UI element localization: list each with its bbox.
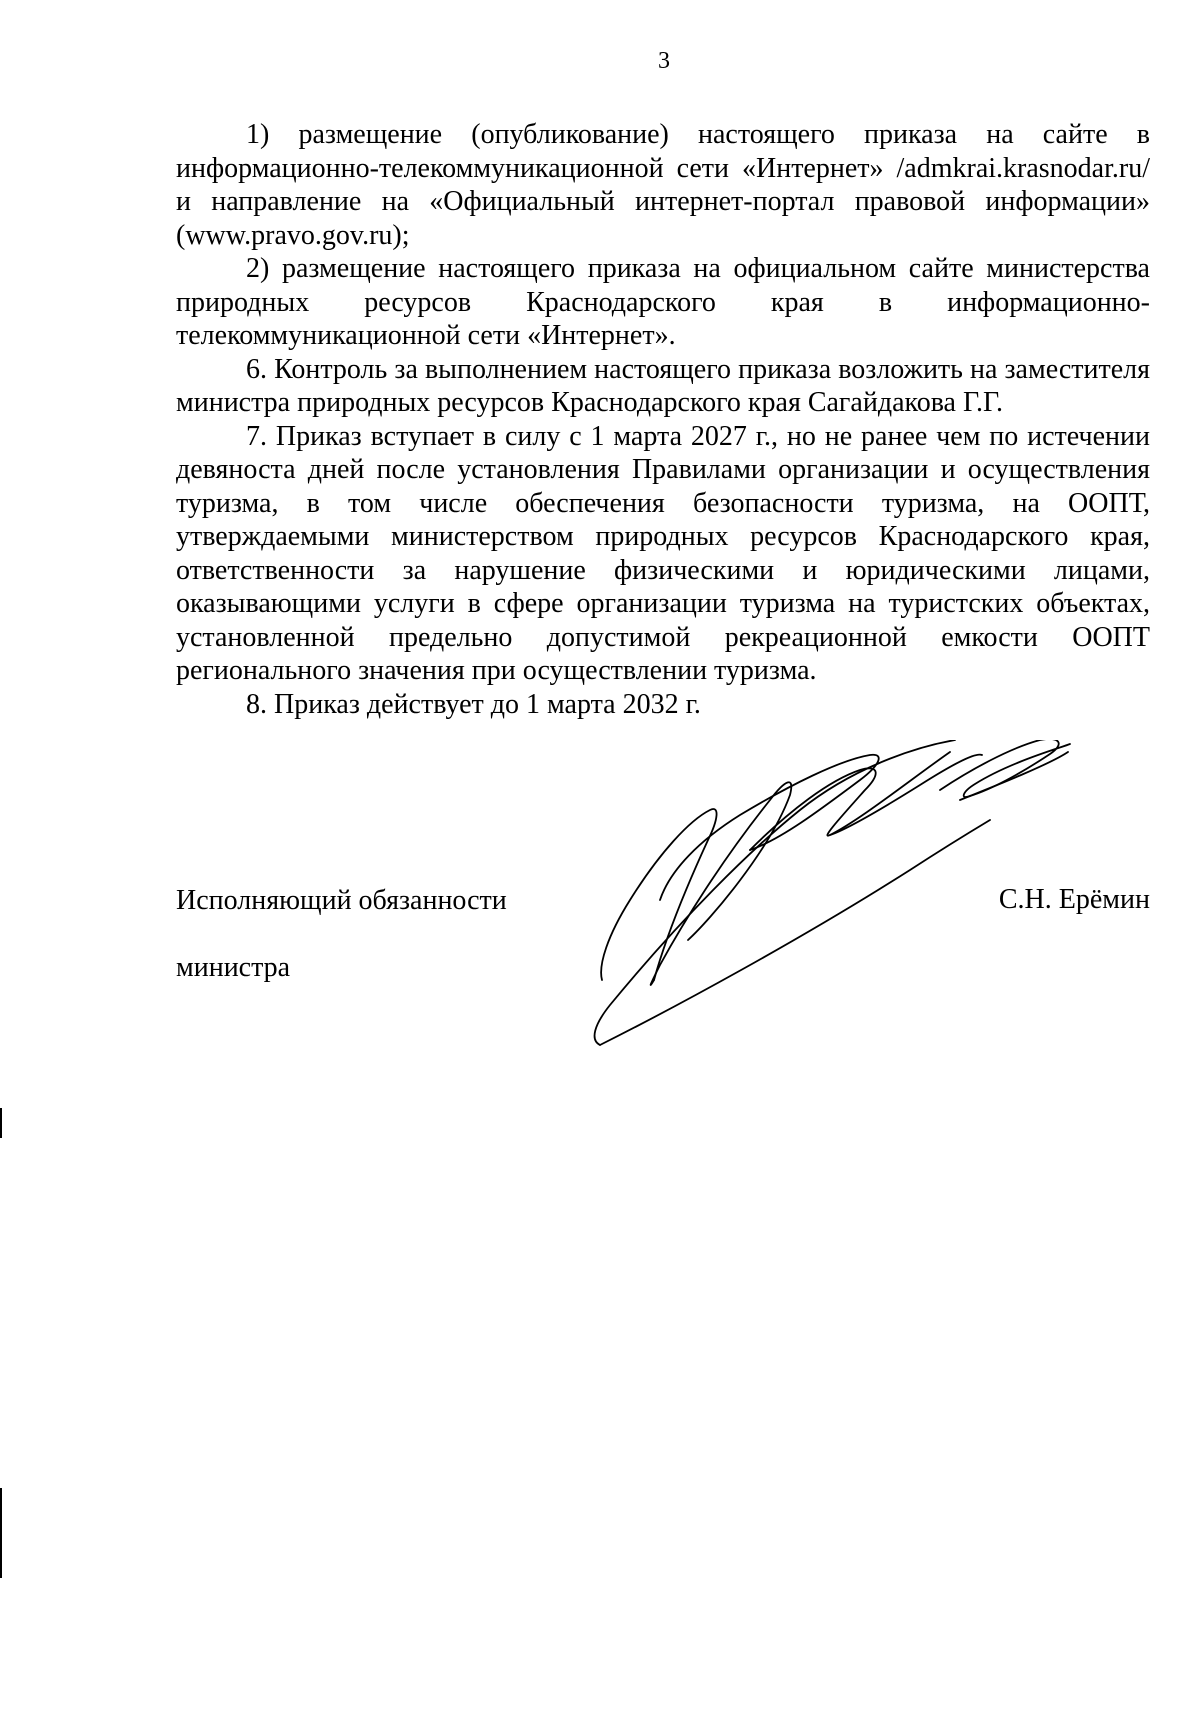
signer-position	[176, 850, 507, 1018]
handwritten-signature	[590, 740, 1140, 1060]
signer-position-line-2: министра	[176, 951, 291, 983]
scan-edge-mark	[0, 1108, 2, 1138]
signer-name: С.Н. Ерёмин	[998, 884, 1150, 915]
page-number-text: 3	[658, 48, 670, 74]
paragraph-validity: 8. Приказ действует до 1 марта 2032 г.	[246, 688, 701, 720]
scan-edge-mark	[0, 1488, 2, 1578]
paragraph-publication-portal: 1) размещение (опубликование) настоящего приказа на сайте в информационно-телекоммуникационной сети «Интернет» /admkrai.krasnodar.ru/ и направление на «Официальный интернет-портал правовой информации» (www.pravo.gov.ru);	[176, 119, 1150, 251]
signer-position-line-1: Исполняющий обязанности	[176, 884, 507, 916]
paragraph-effective-date: 7. Приказ вступает в силу с 1 марта 2027 г., но не ранее чем по истечении девяноста дней после установления Правилами организации и осуществления туризма, в том числе обеспечения безопасности туризма, на ООПТ, утверждаемыми министерством природных ресурсов Краснодарского края, ответственности за нарушение физическими и юридическими лицами, оказывающими услуги в сфере организации туризма на туристских объектах, установленной предельно допустимой рекреационной емкости ООПТ регионального значения при осуществлении туризма.	[176, 420, 1150, 686]
paragraph-control: 6. Контроль за выполнением настоящего приказа возложить на заместителя министра природных ресурсов Краснодарского края Сагайдакова Г.Г.	[176, 353, 1150, 418]
paragraph-publication-ministry-site: 2) размещение настоящего приказа на официальном сайте министерства природных ресурсов Краснодарского края в информационно-телекоммуникационной сети «Интернет».	[176, 253, 1150, 351]
document-body	[176, 118, 1150, 721]
page-number	[0, 48, 1200, 75]
